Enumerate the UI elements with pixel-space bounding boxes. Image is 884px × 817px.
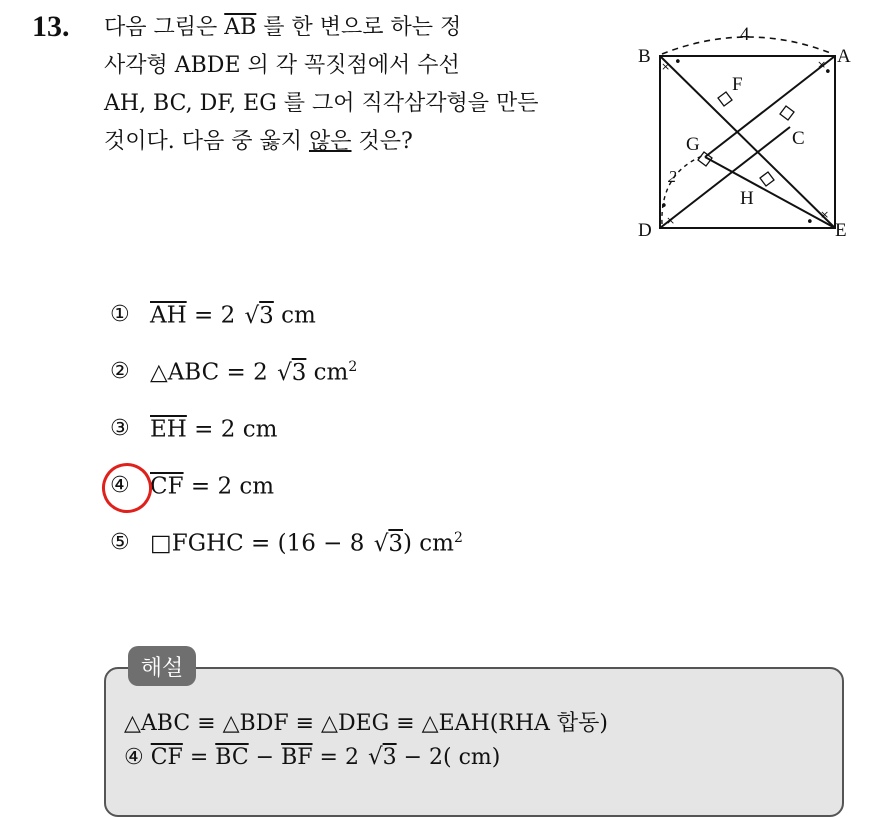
solution-line-1: △ABC ≡ △BDF ≡ △DEG ≡ △EAH(RHA 합동) [124, 711, 609, 736]
line-eg [705, 157, 835, 228]
exponent: 2 [348, 359, 358, 375]
question-line-1 [104, 9, 604, 47]
angle-mark-dot: • [660, 199, 668, 214]
label-e: E [835, 220, 847, 241]
expr-part: cm [273, 302, 316, 329]
radical-sign: √ [244, 302, 260, 329]
solution-tag: 해설 [128, 646, 196, 686]
question-line-2: 사각형 ABDE 의 각 꼭짓점에서 수선 [104, 53, 460, 78]
expr-part: = 2 [186, 302, 243, 329]
solution-box [104, 667, 844, 817]
label-f: F [732, 74, 743, 95]
expr-part: ) cm [403, 530, 454, 557]
radicand: 3 [382, 745, 397, 770]
expr-part: △ABC = 2 [150, 359, 276, 386]
expr-part: = 2 cm [183, 473, 275, 500]
solution-part: = [182, 745, 216, 770]
question-text-part: 를 한 변으로 하는 정 [256, 15, 462, 40]
label-h: H [740, 188, 754, 209]
choice-1[interactable] [110, 302, 463, 359]
expr-part: cm [306, 359, 349, 386]
angle-mark-cross: × [661, 60, 671, 73]
angle-mark-dot: • [824, 65, 832, 80]
question-text-part: 것은? [351, 129, 413, 154]
angle-mark-cross: × [817, 58, 827, 71]
question-number: 13. [32, 10, 70, 43]
choice-expression [150, 473, 274, 500]
segment-bf: $\overline{BF}$ [281, 745, 313, 770]
question-text-part: 다음 그림은 [104, 15, 225, 40]
segment-label: $\overline{CF}$ [150, 473, 184, 500]
right-angle-h [760, 172, 774, 186]
choice-2[interactable] [110, 359, 463, 416]
angle-mark-cross: × [666, 214, 676, 227]
choice-4[interactable] [110, 473, 463, 530]
sqrt-symbol [275, 360, 306, 386]
choice-number: ② [110, 359, 130, 384]
segment-label: $\overline{EH}$ [150, 416, 187, 443]
radical-sign: √ [373, 530, 389, 557]
square-figure [630, 14, 860, 244]
choice-expression [150, 359, 357, 386]
segment-cf: $\overline{CF}$ [150, 745, 183, 770]
radicand: 3 [259, 302, 274, 329]
angle-mark-cross: × [820, 208, 830, 221]
segment-label: $\overline{AH}$ [150, 302, 187, 329]
solution-part: ④ [124, 745, 151, 770]
exponent: 2 [453, 530, 463, 546]
segment-bc: $\overline{BC}$ [215, 745, 249, 770]
radicand: 3 [291, 359, 307, 386]
label-d: D [638, 220, 652, 241]
choice-number: ③ [110, 416, 130, 441]
segment-length-label: 2 [668, 167, 677, 186]
choice-5[interactable] [110, 530, 463, 587]
right-angle-f [718, 92, 732, 106]
solution-line-2 [124, 744, 500, 770]
expr-part: □FGHC = (16 − 8 [150, 530, 372, 557]
sqrt-symbol [366, 745, 397, 770]
right-angle-c [780, 106, 794, 120]
underlined-word: 않은 [308, 129, 352, 154]
choice-expression [150, 416, 277, 443]
side-length-label: 4 [740, 24, 750, 45]
question-text [104, 9, 604, 161]
label-c: C [792, 128, 805, 149]
question-line-4 [104, 123, 604, 161]
choice-number: ⑤ [110, 530, 130, 555]
choice-number: ① [110, 302, 130, 327]
radical-sign: √ [367, 744, 383, 770]
sqrt-symbol [372, 531, 403, 557]
segment-ab: $\overline{AB}$ [224, 15, 257, 40]
answer-choices [110, 302, 463, 587]
solution-part: − [248, 745, 282, 770]
angle-mark-dot: • [806, 215, 814, 230]
choice-number: ④ [110, 473, 130, 498]
solution-part: = 2 [312, 745, 366, 770]
label-a: A [837, 46, 851, 67]
question-line-3: AH, BC, DF, EG 를 그어 직각삼각형을 만든 [104, 91, 539, 116]
angle-mark-dot: • [674, 55, 682, 70]
label-g: G [686, 134, 700, 155]
sqrt-symbol [243, 303, 274, 329]
expr-part: = 2 cm [186, 416, 278, 443]
choice-expression [150, 530, 463, 557]
solution-part: − 2( cm) [396, 745, 501, 770]
radical-sign: √ [277, 359, 292, 386]
label-b: B [638, 46, 651, 67]
choice-expression [150, 302, 316, 329]
radicand: 3 [388, 530, 403, 557]
question-text-part: 것이다. 다음 중 옳지 [104, 129, 309, 154]
choice-3[interactable] [110, 416, 463, 473]
